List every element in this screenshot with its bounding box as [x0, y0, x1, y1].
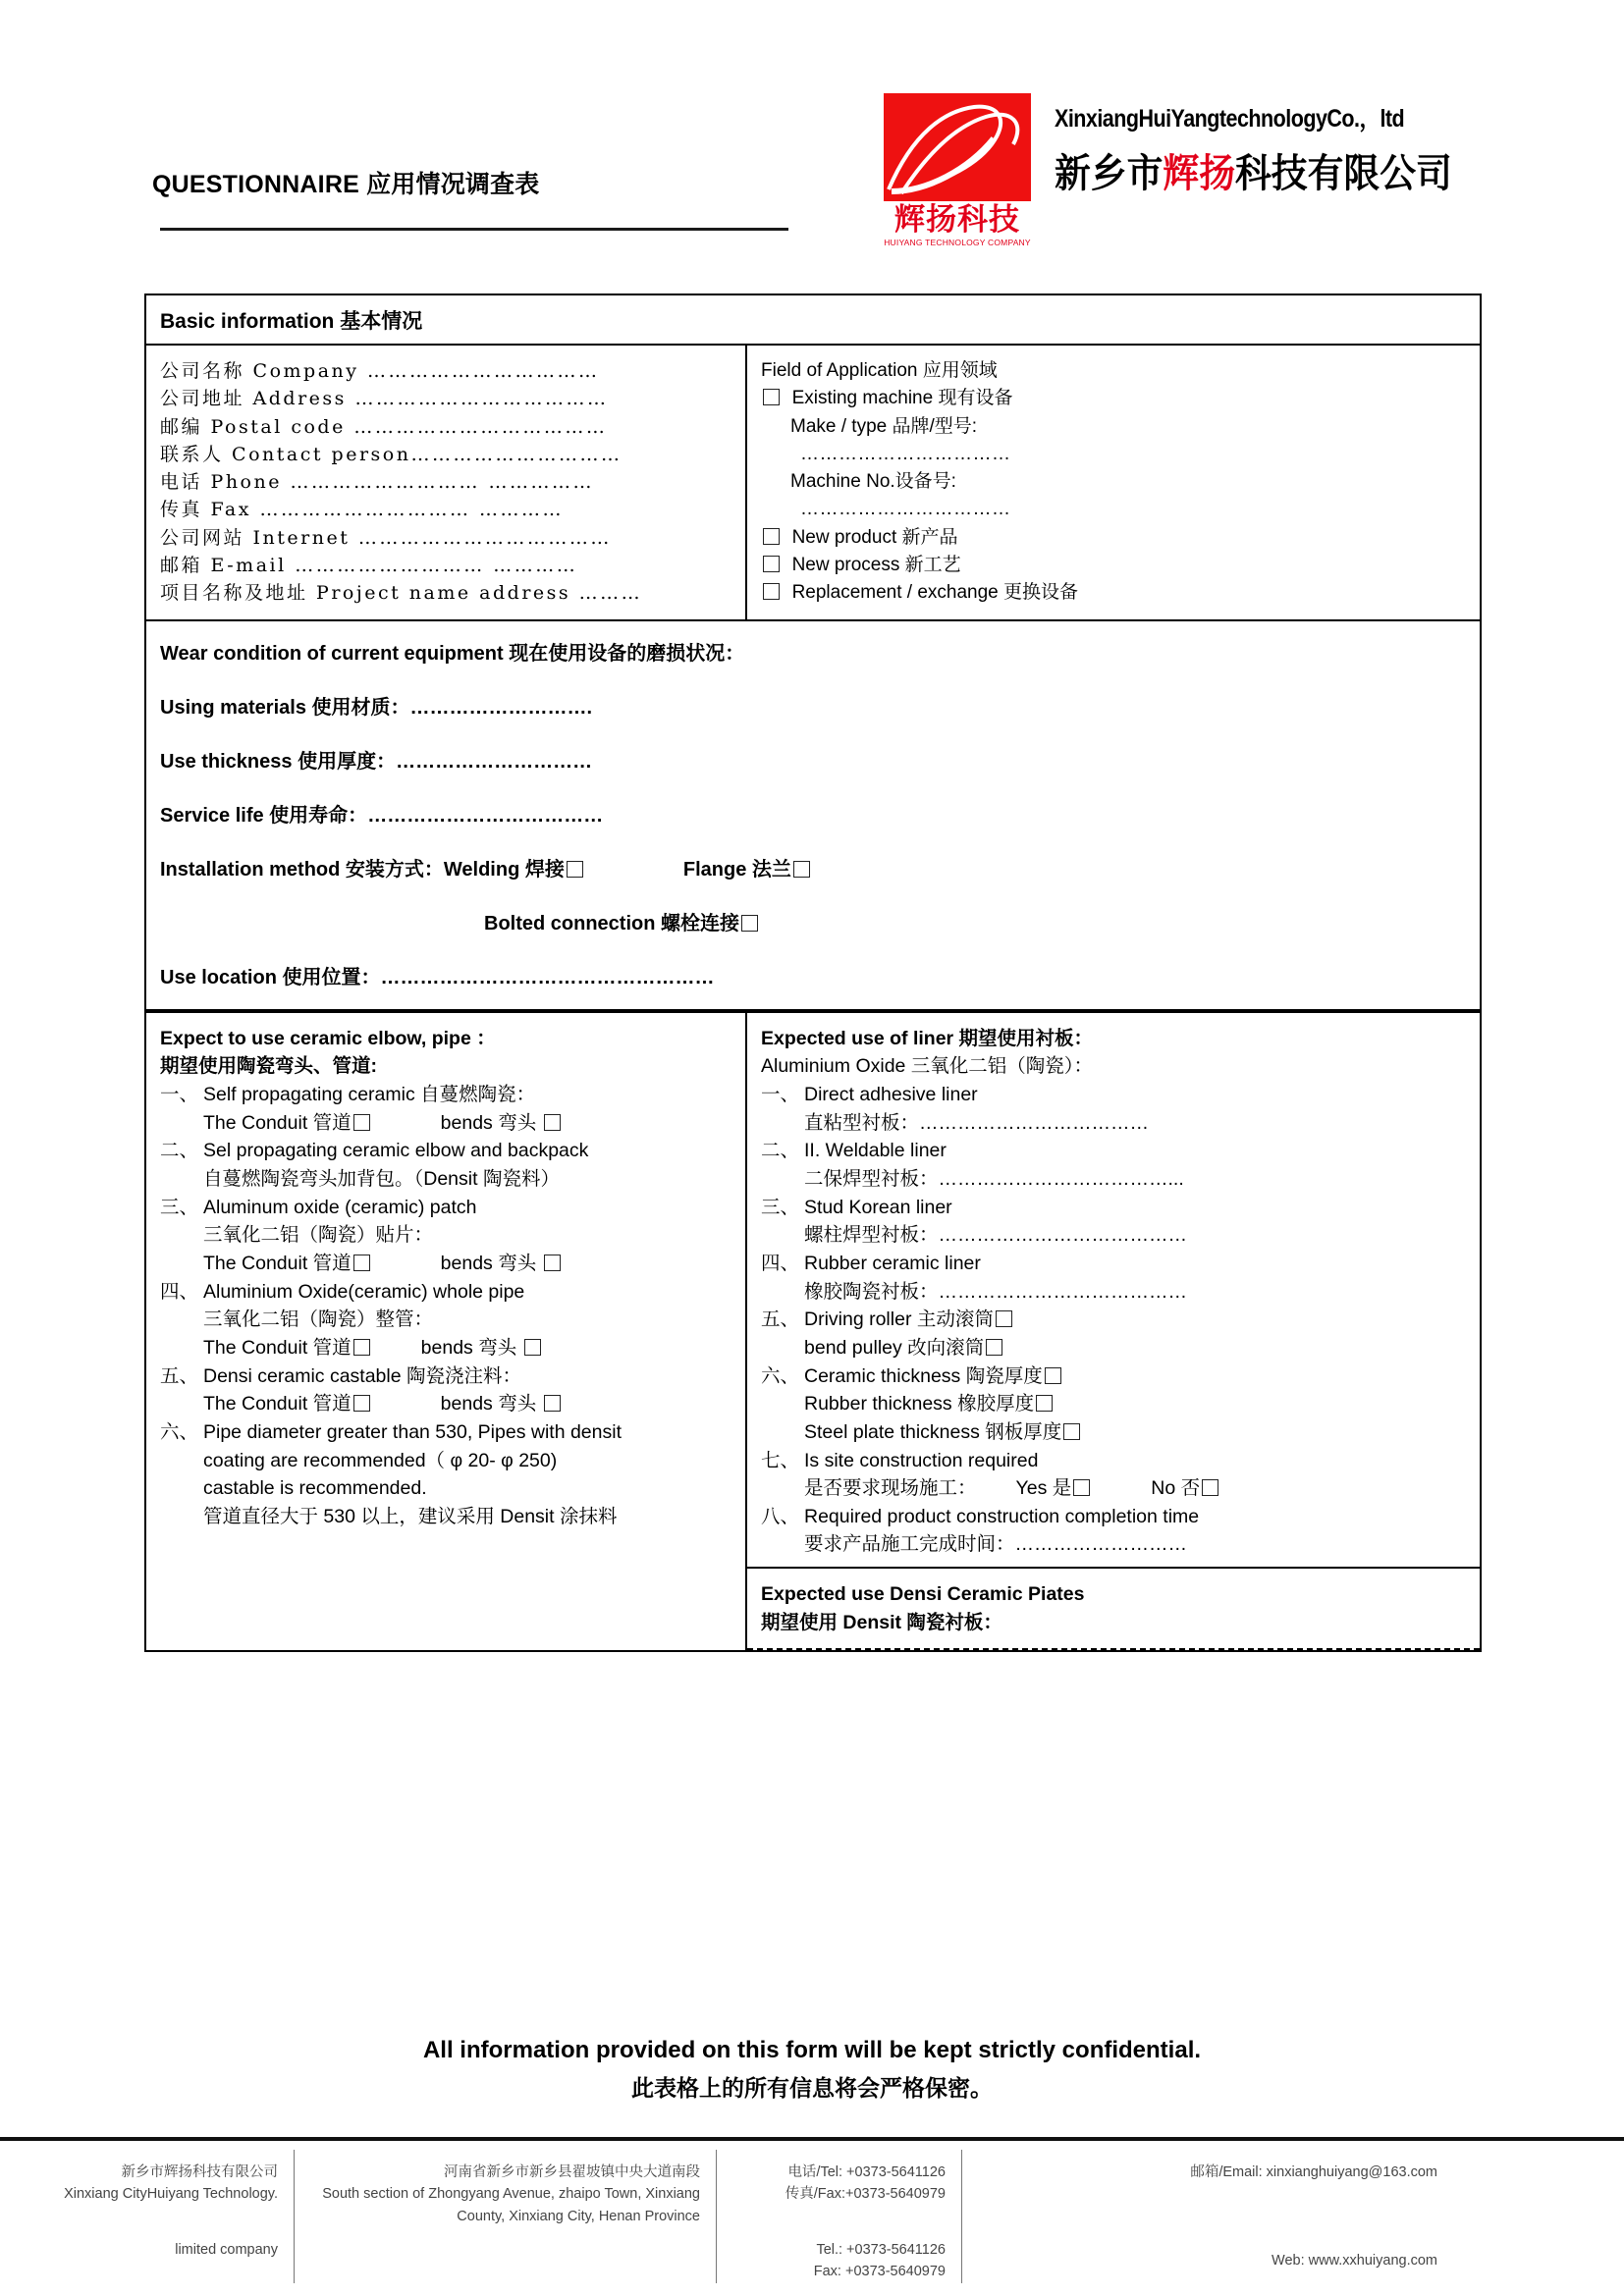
- footer-fax-cn: 传真/Fax:+0373-5640979: [785, 2186, 946, 2203]
- elbow-item-3-label: Aluminum oxide (ceramic) patch: [203, 1196, 477, 1218]
- footer-fax-en: Fax: +0373-5640979: [813, 2264, 946, 2280]
- site-no-label: No 否: [1151, 1477, 1201, 1500]
- elbow-item-3-num: 三、: [160, 1195, 199, 1218]
- elbow-item-4-sub: 三氧化二铝（陶瓷）整管：: [203, 1308, 434, 1331]
- logo-chinese-name: 辉扬科技: [894, 202, 1020, 238]
- elbow-item-3: [160, 1194, 745, 1222]
- wear-condition-section: [144, 619, 1482, 1009]
- liner-item-2: [761, 1137, 1480, 1165]
- option-existing-machine[interactable]: [761, 385, 1480, 412]
- checkbox-driving-roller[interactable]: [996, 1310, 1012, 1327]
- checkbox-bolted-connection[interactable]: [741, 915, 758, 932]
- checkbox-site-no[interactable]: [1202, 1479, 1218, 1496]
- field-make-type-label: Make / type 品牌/型号:: [790, 415, 978, 437]
- footer-web[interactable]: Web: www.xxhuiyang.com: [1272, 2253, 1437, 2269]
- elbow-item-5-conduit-label: The Conduit 管道: [203, 1393, 352, 1415]
- checkbox-elbow-4-bends[interactable]: [524, 1339, 541, 1356]
- elbow-item-1-num: 一、: [160, 1082, 199, 1105]
- field-use-thickness[interactable]: [160, 745, 1480, 774]
- field-phone[interactable]: 电话 Phone ……………………… ……………: [160, 471, 595, 494]
- questionnaire-form: [144, 294, 1482, 1652]
- elbow-item-4-num: 四、: [160, 1279, 199, 1303]
- elbow-item-6-line2: coating are recommended（ φ 20- φ 250): [203, 1449, 558, 1471]
- elbow-item-4: [160, 1278, 745, 1307]
- checkbox-site-yes[interactable]: [1073, 1479, 1090, 1496]
- checkbox-elbow-3-conduit[interactable]: [353, 1255, 370, 1271]
- liner-item-4-field[interactable]: 橡胶陶瓷衬板：…………………………………: [804, 1280, 1188, 1303]
- rubber-thickness-row: [761, 1390, 1480, 1418]
- liner-item-1-field[interactable]: 直粘型衬板：………………………………: [804, 1111, 1150, 1134]
- elbow-item-3-sub: 三氧化二铝（陶瓷）贴片：: [203, 1224, 434, 1247]
- site-yes-label: Yes 是: [1015, 1477, 1072, 1500]
- checkbox-new-process[interactable]: [763, 556, 780, 572]
- elbow-item-4-conduit-label: The Conduit 管道: [203, 1336, 352, 1359]
- company-cn-p1: 新乡市: [1055, 152, 1164, 195]
- liner-item-2-num: 二、: [761, 1139, 800, 1162]
- elbow-item-2-label: Sel propagating ceramic elbow and backpack: [203, 1140, 589, 1162]
- elbow-item-6-line3: castable is recommended.: [203, 1477, 427, 1500]
- densi-title-cn: 期望使用 Densit 陶瓷衬板：: [761, 1611, 1002, 1633]
- field-make-type-dots[interactable]: ……………………………: [800, 443, 1011, 464]
- elbow-item-2-sub: 自蔓燃陶瓷弯头加背包。（Densit 陶瓷料）: [203, 1167, 560, 1190]
- using-materials-dots: ……………………….: [409, 696, 593, 719]
- checkbox-elbow-1-bends[interactable]: [544, 1114, 561, 1131]
- site-construction-options: [761, 1474, 1480, 1503]
- elbow-item-1: [160, 1081, 745, 1109]
- company-logo: [884, 93, 1031, 247]
- footer-company-cell: [0, 2150, 295, 2283]
- liner-title: Expected use of liner 期望使用衬板：: [761, 1027, 1094, 1049]
- field-contact-person[interactable]: 联系人 Contact person…………………………: [160, 443, 623, 465]
- checkbox-new-product[interactable]: [763, 528, 780, 545]
- liner-item-1-num: 一、: [761, 1082, 800, 1105]
- rubber-thickness-label: Rubber thickness 橡胶厚度: [804, 1393, 1035, 1415]
- elbow-item-1-options: [160, 1109, 745, 1138]
- liner-item-3: [761, 1194, 1480, 1222]
- footer-divider: [0, 2137, 1624, 2141]
- checkbox-existing-machine[interactable]: [763, 389, 780, 405]
- footer-company-cn: 新乡市辉扬科技有限公司: [121, 2164, 278, 2180]
- footer-address-cn: 河南省新乡市新乡县翟坡镇中央大道南段: [444, 2164, 700, 2180]
- field-email[interactable]: 邮箱 E-mail ……………………… …………: [160, 555, 578, 577]
- installation-method-label: Installation method 安装方式：Welding 焊接: [160, 858, 565, 881]
- company-name-chinese: [1055, 142, 1452, 198]
- elbow-item-3-conduit-label: The Conduit 管道: [203, 1252, 352, 1274]
- bend-pulley-row: [761, 1334, 1480, 1362]
- flange-label: Flange 法兰: [682, 858, 791, 881]
- company-cn-p2: 科技有限公司: [1235, 152, 1452, 195]
- bend-pulley-label: bend pulley 改向滚筒: [804, 1336, 985, 1359]
- footer-email[interactable]: 邮箱/Email: xinxianghuiyang@163.com: [1190, 2164, 1437, 2180]
- elbow-item-5-options: [160, 1390, 745, 1418]
- liner-column: [747, 1013, 1480, 1651]
- checkbox-flange[interactable]: [793, 861, 810, 878]
- liner-item-5: [761, 1306, 1480, 1334]
- basic-information-section: [144, 294, 1482, 619]
- densi-title-en: Expected use Densi Ceramic Piates: [761, 1583, 1085, 1606]
- field-fax[interactable]: 传真 Fax ………………………… …………: [160, 499, 565, 521]
- company-cn-red: 辉扬: [1163, 152, 1235, 195]
- elbow-item-4-bends-label: bends 弯头: [420, 1336, 517, 1359]
- confidentiality-notice: [0, 2037, 1624, 2103]
- elbow-item-6-label: Pipe diameter greater than 530, Pipes with densit: [203, 1420, 623, 1443]
- logo-english-tagline: HUIYANG TECHNOLOGY COMPANY: [884, 238, 1031, 248]
- company-name-english: XinxiangHuiYangtechnologyCo.，ltd: [1055, 105, 1405, 133]
- checkbox-elbow-5-bends[interactable]: [544, 1395, 561, 1412]
- elbow-item-5: [160, 1362, 745, 1391]
- using-materials-label: Using materials 使用材质：: [160, 696, 410, 719]
- liner-item-8: [761, 1503, 1480, 1531]
- checkbox-elbow-5-conduit[interactable]: [353, 1395, 370, 1412]
- liner-subtitle: Aluminium Oxide 三氧化二铝（陶瓷）：: [761, 1055, 1094, 1078]
- completion-time-field[interactable]: 要求产品施工完成时间：………………………: [804, 1533, 1188, 1556]
- densi-ceramic-plates-section: [747, 1569, 1480, 1650]
- liner-item-3-field[interactable]: 螺柱焊型衬板：…………………………………: [804, 1224, 1188, 1247]
- footer-address-en1: South section of Zhongyang Avenue, zhaipo Town, Xinxiang: [322, 2186, 700, 2203]
- field-installation-method: [160, 853, 1480, 881]
- huiyang-swoosh-logo: [884, 93, 1031, 201]
- service-life-dots: ………………………………: [367, 804, 604, 827]
- page-header: [0, 0, 1624, 255]
- liner-item-1: [761, 1081, 1480, 1109]
- field-of-application: [747, 346, 1480, 619]
- wear-condition-title: Wear condition of current equipment 现在使用设备的磨损状况：: [160, 642, 745, 665]
- option-new-process[interactable]: [761, 552, 1480, 579]
- checkbox-welding[interactable]: [567, 861, 583, 878]
- expected-use-section: [144, 1009, 1482, 1653]
- elbow-item-4-label: Aluminium Oxide(ceramic) whole pipe: [203, 1280, 525, 1303]
- checkbox-rubber-thickness[interactable]: [1036, 1395, 1053, 1412]
- field-machine-no-dots[interactable]: ……………………………: [800, 499, 1011, 520]
- site-construction-label: Is site construction required: [804, 1449, 1039, 1471]
- elbow-title-en: Expect to use ceramic elbow, pipe ：: [160, 1027, 496, 1049]
- elbow-item-6: [160, 1418, 745, 1447]
- elbow-item-6-num: 六、: [160, 1419, 199, 1443]
- driving-roller-label: Driving roller 主动滚筒: [804, 1308, 994, 1331]
- field-of-application-title: Field of Application 应用领域: [761, 360, 998, 381]
- option-new-process-label: New process 新工艺: [791, 555, 961, 576]
- use-thickness-label: Use thickness 使用厚度：: [160, 750, 397, 773]
- liner-item-4-label: Rubber ceramic liner: [804, 1252, 981, 1274]
- liner-item-1-label: Direct adhesive liner: [804, 1083, 978, 1105]
- elbow-item-4-options: [160, 1334, 745, 1362]
- option-new-product-label: New product 新产品: [791, 526, 958, 548]
- site-construction-label-cn: 是否要求现场施工：: [804, 1477, 977, 1500]
- footer-email-cell: [962, 2150, 1453, 2283]
- field-using-materials[interactable]: [160, 691, 1480, 720]
- elbow-item-1-bends-label: bends 弯头: [440, 1111, 537, 1134]
- option-replacement[interactable]: [761, 579, 1480, 607]
- liner-item-3-num: 三、: [761, 1195, 800, 1218]
- liner-item-2-field[interactable]: 二保焊型衬板：………………………………...: [804, 1167, 1184, 1190]
- footer-company-en: Xinxiang CityHuiyang Technology.: [64, 2186, 278, 2203]
- elbow-item-3-options: [160, 1250, 745, 1278]
- option-replacement-label: Replacement / exchange 更换设备: [791, 582, 1079, 604]
- page-footer: [0, 2150, 1624, 2283]
- checkbox-ceramic-thickness[interactable]: [1045, 1367, 1061, 1384]
- use-location-label: Use location 使用位置：: [160, 966, 381, 988]
- elbow-item-2: [160, 1137, 745, 1165]
- footer-company-en2: limited company: [175, 2241, 278, 2258]
- use-location-dots: ……………………………………………: [380, 966, 715, 988]
- option-new-product[interactable]: [761, 524, 1480, 552]
- field-address[interactable]: 公司地址 Address ………………………………: [160, 388, 609, 410]
- checkbox-replacement[interactable]: [763, 583, 780, 600]
- liner-item-3-label: Stud Korean liner: [804, 1196, 952, 1218]
- elbow-item-1-conduit-label: The Conduit 管道: [203, 1111, 352, 1134]
- field-postal-code[interactable]: 邮编 Postal code ………………………………: [160, 415, 608, 438]
- steel-thickness-row: [761, 1418, 1480, 1447]
- checkbox-bend-pulley[interactable]: [986, 1339, 1002, 1356]
- liner-item-2-label: II. Weldable liner: [804, 1140, 947, 1162]
- service-life-label: Service life 使用寿命：: [160, 804, 368, 827]
- ceramic-thickness-label: Ceramic thickness 陶瓷厚度: [804, 1364, 1043, 1387]
- footer-tel-cn: 电话/Tel: +0373-5641126: [787, 2164, 946, 2180]
- liner-item-6-num: 六、: [761, 1363, 800, 1387]
- completion-time-label: Required product construction completion time: [804, 1505, 1200, 1527]
- elbow-item-5-label: Densi ceramic castable 陶瓷浇注料：: [203, 1364, 521, 1387]
- footer-phone-cell: [717, 2150, 962, 2283]
- ceramic-elbow-column: [146, 1013, 747, 1651]
- elbow-item-5-bends-label: bends 弯头: [440, 1393, 537, 1415]
- option-existing-machine-label: Existing machine 现有设备: [791, 388, 1013, 409]
- steel-thickness-label: Steel plate thickness 钢板厚度: [804, 1420, 1062, 1443]
- field-internet[interactable]: 公司网站 Internet ………………………………: [160, 526, 612, 549]
- liner-item-7-num: 七、: [761, 1448, 800, 1471]
- liner-item-7: [761, 1447, 1480, 1475]
- confidentiality-cn: 此表格上的所有信息将会严格保密。: [631, 2075, 993, 2101]
- field-company[interactable]: 公司名称 Company ……………………………: [160, 360, 600, 382]
- footer-tel-en: Tel.: +0373-5641126: [816, 2241, 946, 2258]
- brand-block: [884, 93, 1487, 247]
- elbow-item-6-line4: 管道直径大于 530 以上，建议采用 Densit 涂抹料: [203, 1505, 618, 1527]
- checkbox-elbow-3-bends[interactable]: [544, 1255, 561, 1271]
- footer-address-en2: County, Xinxiang City, Henan Province: [457, 2208, 700, 2224]
- elbow-item-3-bends-label: bends 弯头: [440, 1252, 537, 1274]
- field-service-life[interactable]: [160, 799, 1480, 828]
- checkbox-elbow-1-conduit[interactable]: [353, 1114, 370, 1131]
- confidentiality-en: All information provided on this form will be kept strictly confidential.: [422, 2037, 1202, 2063]
- checkbox-elbow-4-conduit[interactable]: [353, 1339, 370, 1356]
- liner-item-8-num: 八、: [761, 1504, 800, 1527]
- elbow-item-2-num: 二、: [160, 1139, 199, 1162]
- elbow-item-1-label: Self propagating ceramic 自蔓燃陶瓷：: [203, 1083, 536, 1105]
- liner-item-5-num: 五、: [761, 1308, 800, 1331]
- field-use-location[interactable]: [160, 961, 1480, 989]
- field-project-name-address[interactable]: 项目名称及地址 Project name address ………: [160, 582, 643, 605]
- bolted-connection-label: Bolted connection 螺栓连接: [484, 912, 739, 934]
- liner-item-4-num: 四、: [761, 1251, 800, 1274]
- brand-names: [1055, 93, 1487, 198]
- field-bolted-connection: [484, 907, 1480, 935]
- header-divider: [160, 228, 788, 231]
- elbow-title-cn: 期望使用陶瓷弯头、管道:: [160, 1055, 377, 1078]
- footer-address-cell: [295, 2150, 717, 2283]
- checkbox-steel-thickness[interactable]: [1063, 1423, 1080, 1440]
- elbow-item-5-num: 五、: [160, 1363, 199, 1387]
- expected-use-of-liner: [747, 1013, 1480, 1569]
- basic-left-fields: [146, 346, 747, 619]
- liner-item-4: [761, 1250, 1480, 1278]
- field-make-type[interactable]: [761, 413, 1480, 441]
- page-title: QUESTIONNAIRE 应用情况调查表: [152, 171, 540, 198]
- liner-item-6: [761, 1362, 1480, 1391]
- basic-information-title: Basic information 基本情况: [146, 295, 1480, 346]
- field-machine-no-label: Machine No.设备号:: [790, 471, 956, 493]
- field-machine-no[interactable]: [761, 468, 1480, 496]
- use-thickness-dots: …………………………: [396, 750, 593, 773]
